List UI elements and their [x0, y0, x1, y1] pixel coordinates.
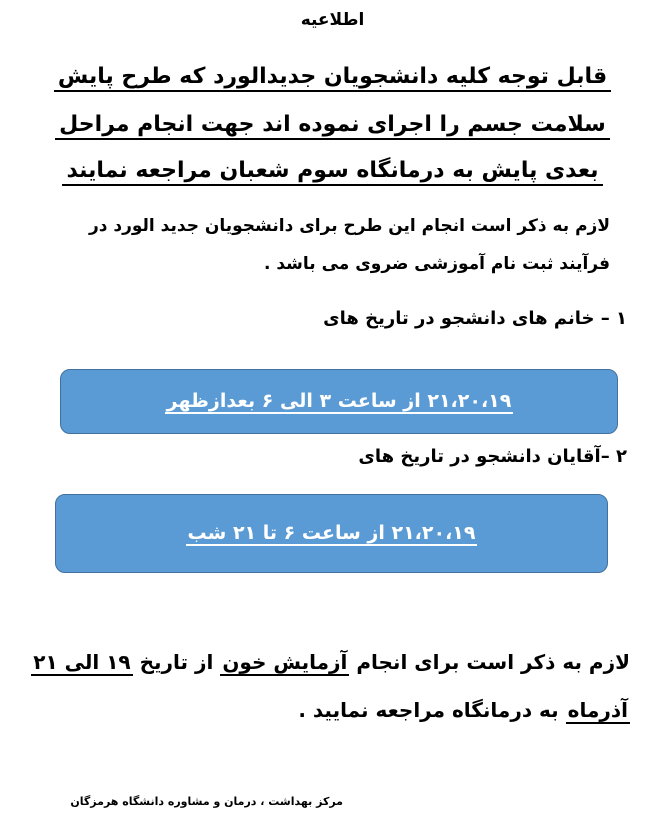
- requirement-line-2: فرآیند ثبت نام آموزشی ضروی می باشد .: [263, 254, 610, 274]
- blood-test-line-2: آذرماه به درمانگاه مراجعه نمایید .: [298, 698, 628, 722]
- women-schedule-text: ۲۱،۲۰،۱۹ از ساعت ۳ الی ۶ بعدازظهر: [166, 389, 512, 412]
- headline-line-3: بعدی پایش به درمانگاه سوم شعبان مراجعه نمایند: [40, 158, 625, 183]
- women-schedule-label: ۱ – خانم های دانشجو در تاریخ های: [323, 308, 627, 329]
- footer-organization: مرکز بهداشت ، درمان و مشاوره دانشگاه هرمزگان: [70, 795, 343, 808]
- headline-line-1: قابل توجه کلیه دانشجویان جدیدالورد که طرح پایش: [40, 64, 625, 89]
- requirement-line-1: لازم به ذکر است انجام این طرح برای دانشجویان جدید الورد در: [88, 216, 610, 236]
- men-schedule-box: [55, 494, 608, 573]
- men-schedule-text: ۲۱،۲۰،۱۹ از ساعت ۶ تا ۲۱ شب: [187, 521, 476, 544]
- notice-title: اطلاعیه: [300, 10, 365, 30]
- men-schedule-label: ۲ –آقایان دانشجو در تاریخ های: [358, 446, 627, 467]
- blood-test-dates: ۱۹ الی ۲۱: [33, 650, 131, 674]
- blood-test-month: آذرماه: [567, 698, 628, 722]
- blood-test-line-1: لازم به ذکر است برای انجام آزمایش خون از تاریخ ۱۹ الی ۲۱: [33, 650, 630, 674]
- headline-line-2: سلامت جسم را اجرای نموده اند جهت انجام مراحل: [40, 112, 625, 137]
- blood-test-highlight: آزمایش خون: [222, 650, 348, 674]
- women-schedule-box: [60, 369, 618, 434]
